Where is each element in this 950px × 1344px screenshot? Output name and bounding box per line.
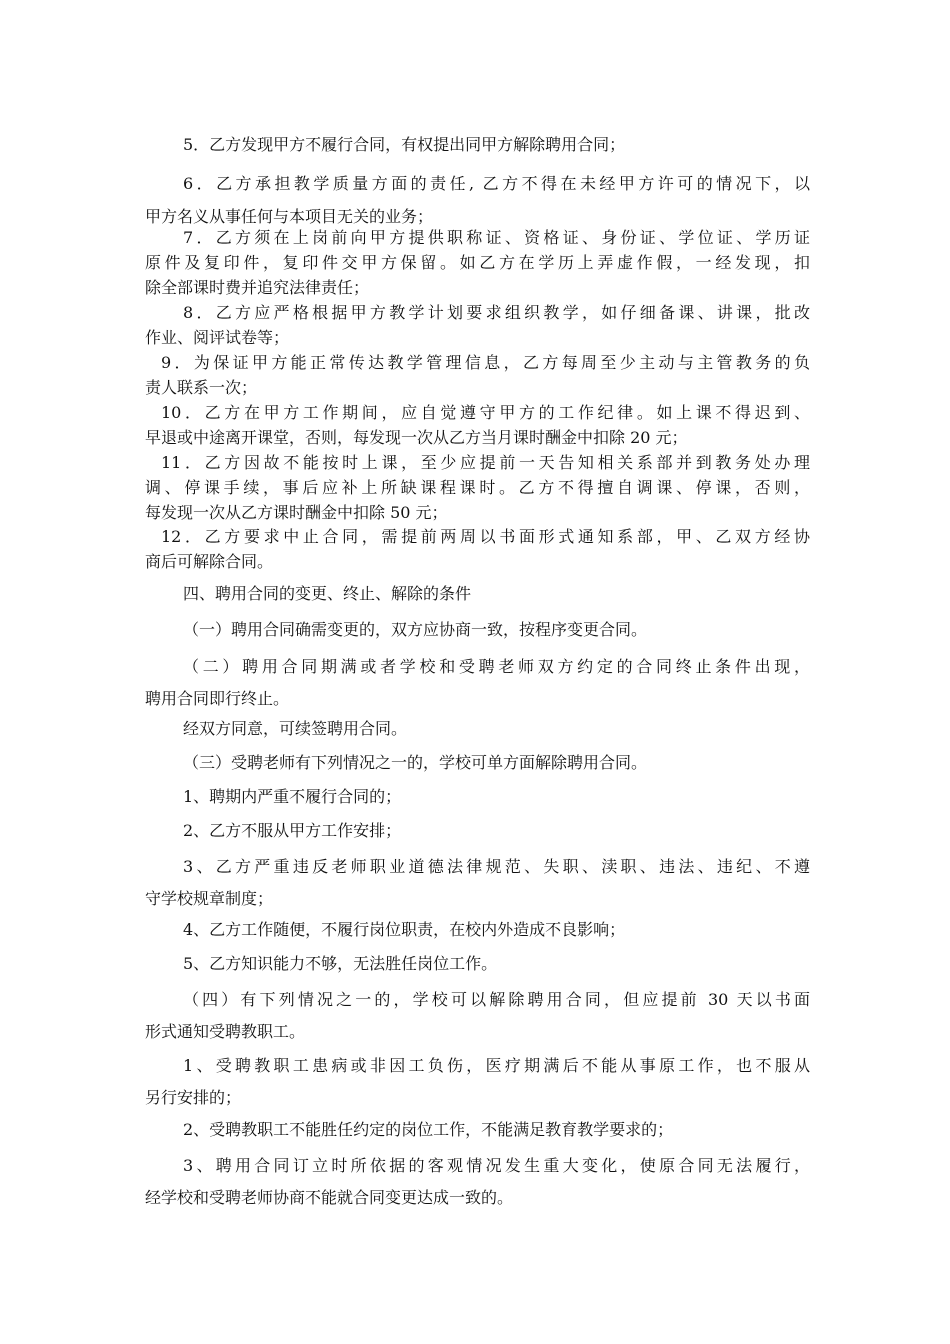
paragraph-4 [145, 300, 810, 350]
paragraph-line: 10．乙方在甲方工作期间，应自觉遵守甲方的工作纪律。如上课不得迟到、 [161, 403, 810, 422]
paragraph-18 [145, 951, 810, 976]
paragraph-line: 原件及复印件，复印件交甲方保留。如乙方在学历上弄虚作假，一经发现，扣 [145, 253, 810, 272]
paragraph-line: 除全部课时费并追究法律责任； [145, 278, 370, 297]
paragraph-line: 11．乙方因故不能按时上课，至少应提前一天告知相关系部并到教务处办理 [161, 453, 810, 472]
paragraph-line: 1、受聘教职工患病或非因工负伤，医疗期满后不能从事原工作，也不服从 [183, 1056, 810, 1075]
paragraph-line: 7．乙方须在上岗前向甲方提供职称证、资格证、身份证、学位证、学历证 [183, 228, 810, 247]
section-heading-text: 四、聘用合同的变更、终止、解除的条件 [183, 584, 472, 603]
paragraph-19 [145, 984, 810, 1048]
paragraph-17 [145, 917, 810, 942]
paragraph-line: （三）受聘老师有下列情况之一的，学校可单方面解除聘用合同。 [183, 753, 648, 772]
paragraph-line: （四）有下列情况之一的，学校可以解除聘用合同，但应提前 30 天以书面 [183, 990, 810, 1009]
paragraph-line: 9．为保证甲方能正常传达教学管理信息，乙方每周至少主动与主管教务的负 [161, 353, 810, 372]
paragraph-13 [145, 750, 810, 775]
paragraph-10 [145, 617, 810, 642]
paragraph-5 [145, 350, 810, 400]
paragraph-1 [145, 132, 810, 157]
paragraph-line: 经学校和受聘老师协商不能就合同变更达成一致的。 [145, 1188, 514, 1207]
paragraph-6 [145, 400, 810, 450]
paragraph-7 [145, 450, 810, 525]
section-heading [145, 581, 810, 606]
paragraph-line: 另行安排的； [145, 1088, 242, 1107]
paragraph-line: （二）聘用合同期满或者学校和受聘老师双方约定的合同终止条件出现， [183, 657, 810, 676]
paragraph-2 [145, 167, 810, 233]
paragraph-line: 商后可解除合同。 [145, 552, 274, 571]
paragraph-16 [145, 851, 810, 915]
paragraph-line: 3、聘用合同订立时所依据的客观情况发生重大变化，使原合同无法履行， [183, 1156, 810, 1175]
paragraph-line: 每发现一次从乙方课时酬金中扣除 50 元； [145, 503, 448, 522]
paragraph-line: 1、聘期内严重不履行合同的； [183, 787, 402, 806]
paragraph-line: 6．乙方承担教学质量方面的责任, 乙方不得在未经甲方许可的情况下，以 [183, 174, 810, 193]
paragraph-line: 4、乙方工作随便，不履行岗位职责，在校内外造成不良影响； [183, 920, 626, 939]
paragraph-8 [145, 524, 810, 574]
paragraph-11 [145, 651, 810, 715]
paragraph-12 [145, 716, 810, 741]
paragraph-22 [145, 1150, 810, 1214]
paragraph-line: 调、停课手续，事后应补上所缺课程课时。乙方不得擅自调课、停课，否则， [145, 478, 810, 497]
paragraph-14 [145, 784, 810, 809]
paragraph-line: 8．乙方应严格根据甲方教学计划要求组织教学，如仔细备课、讲课，批改 [183, 303, 810, 322]
paragraph-line: 甲方名义从事任何与本项目无关的业务； [145, 207, 434, 226]
paragraph-line: 守学校规章制度； [145, 889, 274, 908]
paragraph-line: 3、乙方严重违反老师职业道德法律规范、失职、渎职、违法、违纪、不遵 [183, 857, 810, 876]
paragraph-line: （一）聘用合同确需变更的，双方应协商一致，按程序变更合同。 [183, 620, 648, 639]
paragraph-line: 形式通知受聘教职工。 [145, 1022, 306, 1041]
paragraph-line: 聘用合同即行终止。 [145, 689, 290, 708]
paragraph-line: 12．乙方要求中止合同，需提前两周以书面形式通知系部，甲、乙双方经协 [161, 527, 810, 546]
paragraph-line: 2、乙方不服从甲方工作安排； [183, 821, 402, 840]
paragraph-line: 5、乙方知识能力不够，无法胜任岗位工作。 [183, 954, 498, 973]
paragraph-21 [145, 1117, 810, 1142]
paragraph-line: 经双方同意，可续签聘用合同。 [183, 719, 408, 738]
paragraph-line: 5．乙方发现甲方不履行合同，有权提出同甲方解除聘用合同； [183, 135, 626, 154]
paragraph-line: 作业、阅评试卷等； [145, 328, 290, 347]
paragraph-3 [145, 225, 810, 300]
paragraph-line: 2、受聘教职工不能胜任约定的岗位工作，不能满足教育教学要求的； [183, 1120, 674, 1139]
paragraph-20 [145, 1050, 810, 1114]
paragraph-line: 责人联系一次； [145, 378, 258, 397]
paragraph-line: 早退或中途离开课堂，否则，每发现一次从乙方当月课时酬金中扣除 20 元； [145, 428, 688, 447]
paragraph-15 [145, 818, 810, 843]
